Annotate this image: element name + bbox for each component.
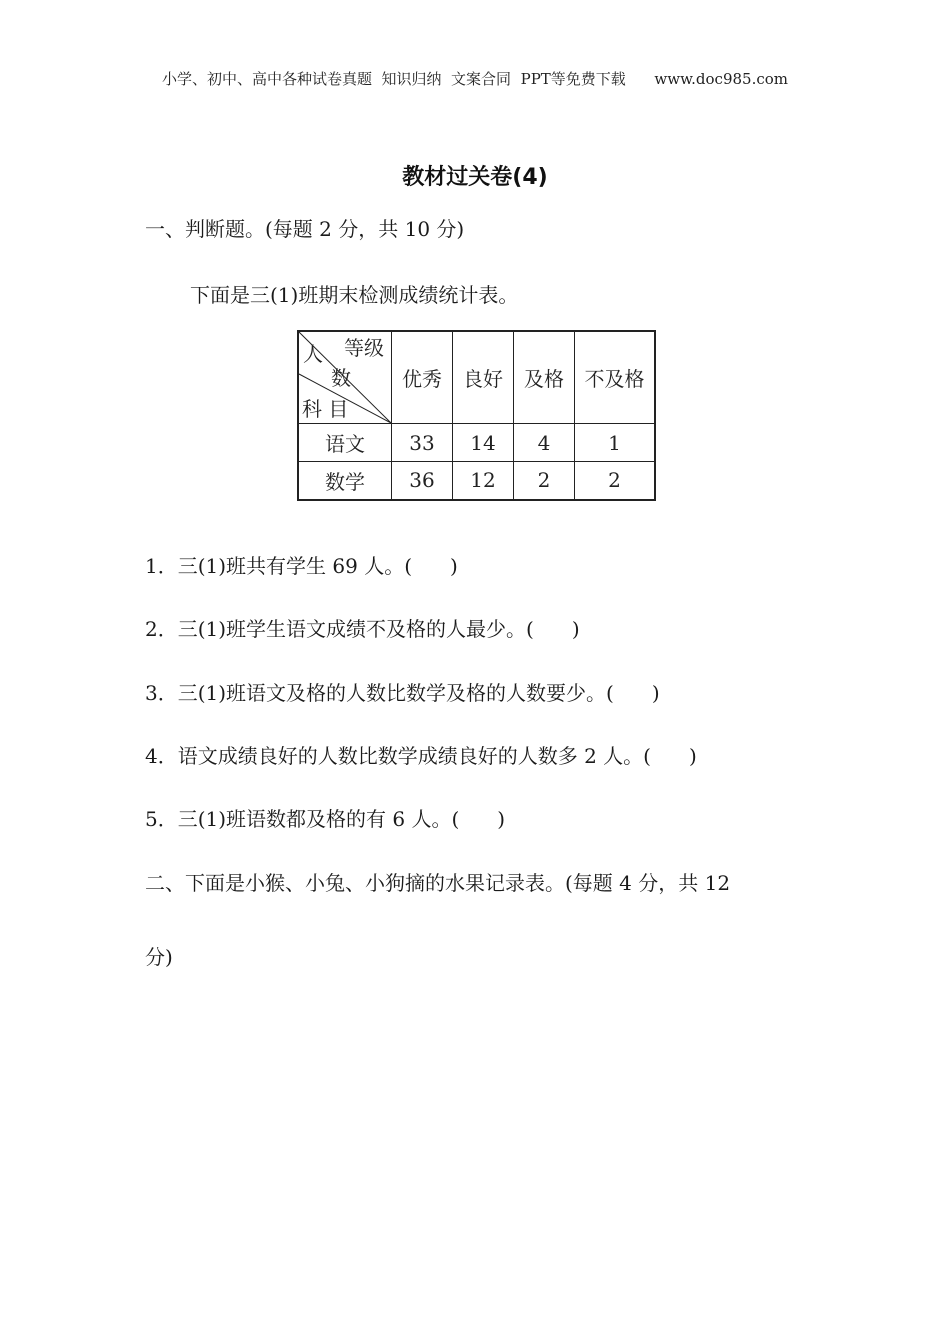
- cell-value: 14: [453, 424, 514, 462]
- section2-heading: 二、下面是小猴、小兔、小狗摘的水果记录表。(每题 4 分，共 12: [145, 871, 731, 895]
- header-good: 良好: [453, 331, 514, 424]
- corner-cell: [298, 331, 392, 424]
- cell-value: 2: [575, 462, 656, 500]
- page-header: [0, 68, 950, 89]
- section1-intro: 下面是三(1)班期末检测成绩统计表。: [190, 283, 519, 307]
- corner-grade-label: 等级: [344, 336, 384, 360]
- question-close-paren: ): [651, 681, 660, 705]
- question-text: 5．三(1)班语数都及格的有 6 人。(: [145, 807, 460, 831]
- cell-value: 2: [514, 462, 575, 500]
- question-close-paren: ): [688, 744, 697, 768]
- page-title: 教材过关卷(4): [402, 165, 548, 190]
- header-fail: 不及格: [575, 331, 656, 424]
- question-close-paren: ): [571, 617, 580, 641]
- score-table: [297, 330, 656, 501]
- question-1: [145, 550, 458, 579]
- cell-value: 12: [453, 462, 514, 500]
- question-close-paren: ): [450, 554, 458, 578]
- header-pass: 及格: [514, 331, 575, 424]
- header-url: www.doc985.com: [654, 70, 788, 88]
- table-row: [298, 424, 655, 462]
- corner-subject-label: 科 目: [302, 397, 349, 421]
- question-text: 2．三(1)班学生语文成绩不及格的人最少。(: [145, 617, 534, 641]
- question-text: 3．三(1)班语文及格的人数比数学及格的人数要少。(: [145, 681, 614, 705]
- header-text: 小学、初中、高中各种试卷真题 知识归纳 文案合同 PPT等免费下载: [161, 70, 626, 88]
- question-4: [145, 740, 697, 769]
- header-excellent: 优秀: [392, 331, 453, 424]
- table-row: [298, 462, 655, 500]
- question-5: [145, 803, 505, 832]
- corner-people-label: 人: [303, 342, 323, 366]
- table-header-row: [298, 331, 655, 424]
- row-subject: 数学: [298, 462, 392, 500]
- question-close-paren: ): [497, 807, 506, 831]
- corner-count-label: 数: [331, 366, 351, 390]
- cell-value: 4: [514, 424, 575, 462]
- cell-value: 36: [392, 462, 453, 500]
- question-2: [145, 613, 580, 642]
- question-3: [145, 677, 660, 706]
- row-subject: 语文: [298, 424, 392, 462]
- cell-value: 1: [575, 424, 656, 462]
- question-text: 4．语文成绩良好的人数比数学成绩良好的人数多 2 人。(: [145, 744, 651, 768]
- cell-value: 33: [392, 424, 453, 462]
- question-text: 1．三(1)班共有学生 69 人。(: [145, 554, 413, 578]
- section1-heading: 一、判断题。(每题 2 分，共 10 分): [145, 217, 465, 241]
- section2-heading-continued: 分): [145, 945, 173, 969]
